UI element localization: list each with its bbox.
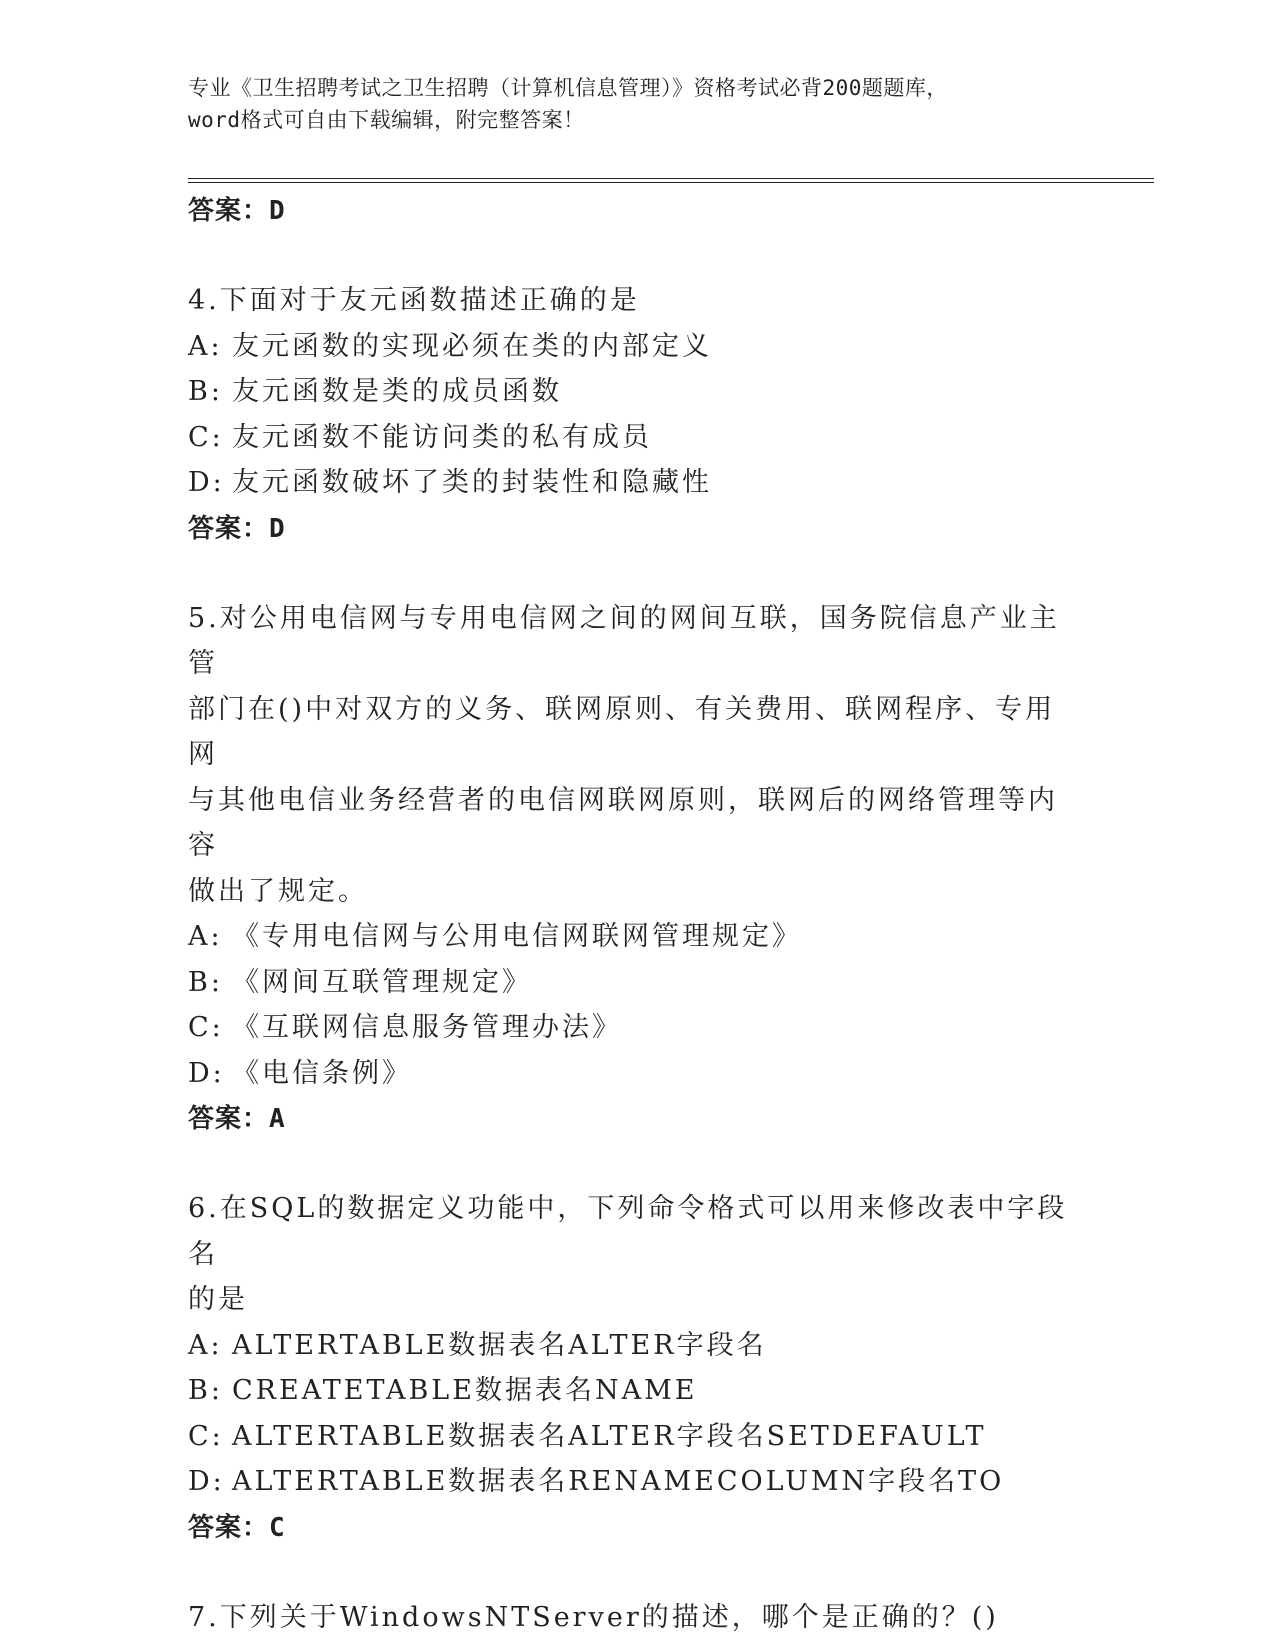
option-text: 《专用电信网与公用电信网联网管理规定》 xyxy=(232,921,802,952)
option-letter: A: xyxy=(188,921,223,952)
option-c xyxy=(188,1005,1078,1051)
option-letter: B: xyxy=(188,966,223,998)
question-block xyxy=(188,1595,1078,1641)
spacer xyxy=(188,234,1078,278)
option-letter: A: xyxy=(188,330,223,362)
option-text: 友元函数不能访问类的私有成员 xyxy=(232,421,652,453)
option-a xyxy=(188,324,1078,370)
option-a xyxy=(188,1323,1078,1369)
option-letter: D: xyxy=(188,467,225,498)
question-stem: 4.下面对于友元函数描述正确的是 xyxy=(188,285,640,316)
question-stem-line: 与其他电信业务经营者的电信网联网原则，联网后的网络管理等内容 xyxy=(188,784,1058,861)
option-letter: D: xyxy=(188,1057,225,1089)
question-stem-line: 做出了规定。 xyxy=(188,875,368,907)
option-letter: A: xyxy=(188,1329,223,1361)
option-text: 友元函数的实现必须在类的内部定义 xyxy=(232,330,712,362)
option-b xyxy=(188,1368,1078,1414)
option-text: 《互联网信息服务管理办法》 xyxy=(232,1012,622,1043)
option-a xyxy=(188,914,1078,960)
option-text: 《网间互联管理规定》 xyxy=(232,966,532,998)
question-stem-line: 部门在()中对双方的义务、联网原则、有关费用、联网程序、专用网 xyxy=(188,693,1056,770)
option-text: CREATETABLE数据表名NAME xyxy=(232,1375,698,1406)
answer-line: 答案：C xyxy=(188,1512,286,1543)
question-stem-line: 6.在SQL的数据定义功能中，下列命令格式可以用来修改表中字段名 xyxy=(188,1193,1068,1270)
option-letter: C: xyxy=(188,1420,224,1452)
header-line-2: word格式可自由下载编辑，附完整答案！ xyxy=(188,108,585,132)
option-text: ALTERTABLE数据表名ALTER字段名 xyxy=(232,1329,767,1361)
option-text: ALTERTABLE数据表名RENAMECOLUMN字段名TO xyxy=(232,1466,1005,1497)
spacer xyxy=(188,1551,1078,1595)
option-c xyxy=(188,415,1078,461)
answer-line: 答案：D xyxy=(188,513,286,544)
option-d xyxy=(188,1051,1078,1097)
option-text: 友元函数是类的成员函数 xyxy=(232,376,562,407)
answer-line: 答案：D xyxy=(188,196,286,226)
answer-line: 答案：A xyxy=(188,1104,286,1134)
question-block xyxy=(188,1186,1078,1551)
spacer xyxy=(188,552,1078,596)
header-line-1: 专业《卫生招聘考试之卫生招聘（计算机信息管理）》资格考试必背200题题库， xyxy=(188,76,948,100)
option-text: 《电信条例》 xyxy=(232,1057,412,1089)
option-d xyxy=(188,460,1078,506)
option-letter: B: xyxy=(188,376,223,407)
option-letter: D: xyxy=(188,1466,225,1497)
option-d xyxy=(188,1459,1078,1505)
option-text: 友元函数破坏了类的封装性和隐藏性 xyxy=(232,467,712,498)
question-stem: 7.下列关于WindowsNTServer的描述，哪个是正确的？() xyxy=(188,1601,999,1633)
question-block xyxy=(188,278,1078,552)
option-letter: C: xyxy=(188,1012,224,1043)
option-letter: C: xyxy=(188,421,224,453)
option-text: ALTERTABLE数据表名ALTER字段名SETDEFAULT xyxy=(232,1420,987,1452)
spacer xyxy=(188,1142,1078,1186)
question-block xyxy=(188,596,1078,1143)
option-b xyxy=(188,369,1078,415)
option-c xyxy=(188,1414,1078,1460)
option-b xyxy=(188,960,1078,1006)
question-stem-line: 的是 xyxy=(188,1284,248,1315)
document-body xyxy=(188,188,1078,1640)
question-stem-line: 5.对公用电信网与专用电信网之间的网间互联，国务院信息产业主管 xyxy=(188,602,1060,679)
option-letter: B: xyxy=(188,1375,223,1406)
header-divider xyxy=(188,178,1154,183)
document-header xyxy=(188,72,1088,136)
